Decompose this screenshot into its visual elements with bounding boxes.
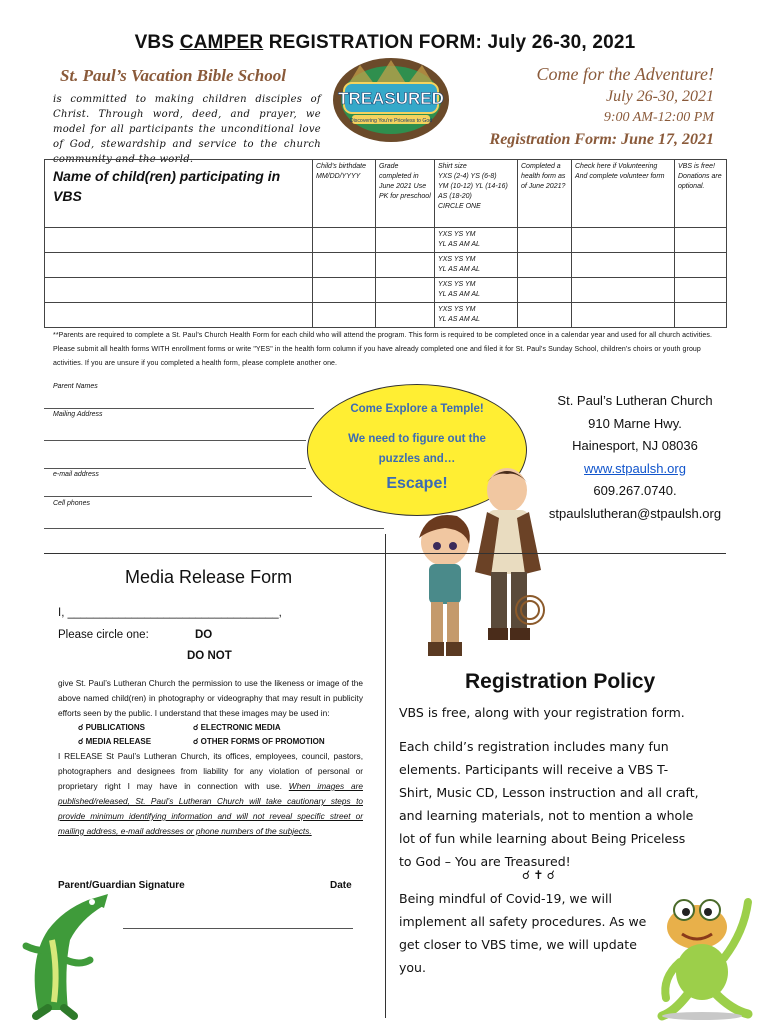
grade-input[interactable]	[376, 278, 435, 303]
child-name-input[interactable]	[45, 253, 313, 278]
do-option[interactable]: DO	[195, 629, 213, 641]
health-form-input[interactable]	[518, 303, 572, 328]
volunteer-checkbox[interactable]	[572, 228, 675, 253]
volunteer-header: Check here if Volunteering And complete volunteer form	[572, 160, 675, 228]
cell-phones-label: Cell phones	[53, 500, 90, 507]
fleuron-icon: ☌	[78, 723, 86, 732]
health-form-note: **Parents are required to complete a St. Paul’s Church Health Form for each child who will attend the program. This form is required to be completed once in a calendar year and used for all church activities. Please submit all health forms WITH enrollment forms or write "YES" in the health form column if you have already completed one and filed it for St. Paul’s Sunday School, children’s choirs or youth group activities. If you are unsure if you completed a health form, please complete another one.	[53, 332, 713, 367]
church-email: stpaulslutheran@stpaulsh.org	[548, 505, 722, 521]
alligator-illustration	[8, 890, 118, 1020]
church-contact	[535, 390, 735, 525]
grade-input[interactable]	[376, 303, 435, 328]
shirt-size-header	[435, 160, 518, 228]
church-name: St. Paul’s Lutheran Church	[557, 393, 713, 408]
birthdate-header: Child's birthdate MM/DD/YYYY	[313, 160, 376, 228]
fleuron-icon: ☌	[193, 737, 201, 746]
fleuron-icon: ☌	[78, 737, 86, 746]
form-title: VBS CAMPER REGISTRATION FORM: July 26-30, 2021	[134, 32, 636, 53]
church-street: 910 Marne Hwy.	[588, 415, 682, 431]
media-options: ☌ PUBLICATIONS ☌ ELECTRONIC MEDIA	[78, 723, 281, 732]
birthdate-input[interactable]	[313, 303, 376, 328]
signature-line[interactable]	[123, 928, 353, 929]
school-name: St. Paul’s Vacation Bible School	[60, 66, 286, 85]
donation-input[interactable]	[675, 303, 727, 328]
fleuron-icon: ☌	[193, 723, 201, 732]
donation-input[interactable]	[675, 253, 727, 278]
child-name-header: Name of child(ren) participating in VBS	[45, 160, 313, 228]
vbs-time: 9:00 AM-12:00 PM	[603, 110, 714, 125]
birthdate-input[interactable]	[313, 253, 376, 278]
shirt-size-label: Shirt size	[438, 163, 467, 170]
health-form-header: Completed a health form as of June 2021?	[518, 160, 572, 228]
church-city: Hainesport, NJ 08036	[572, 438, 698, 453]
policy-free-text: VBS is free, along with your registration form.	[399, 705, 685, 720]
bubble-line-1: Come Explore a Temple!	[350, 403, 484, 415]
grade-header: Grade completed in June 2021 Use PK for preschool	[376, 160, 435, 228]
adventure-tagline: Come for the Adventure!	[536, 64, 714, 84]
birthdate-input[interactable]	[313, 228, 376, 253]
shirt-size-line: CIRCLE ONE	[438, 203, 481, 210]
shirt-size-line: YXS (2-4) YS (6-8)	[438, 173, 497, 180]
policy-title: Registration Policy	[465, 670, 656, 693]
mailing-address-line-2[interactable]	[44, 468, 306, 469]
donation-input[interactable]	[675, 278, 727, 303]
shirt-size-line: YM (10-12) YL (14-16)	[438, 183, 508, 190]
circle-instruction: Please circle one:	[58, 629, 149, 641]
child-name-input[interactable]	[45, 228, 313, 253]
cross-ornament: ☌ ✝ ☌	[522, 868, 555, 882]
email-label: e-mail address	[53, 471, 99, 478]
media-name-line[interactable]: I, _________________________________,	[58, 607, 282, 619]
grade-input[interactable]	[376, 253, 435, 278]
mission-statement: is committed to making children disciples of Christ. Through word, deed, and prayer, we model for all participants the unconditional love of God, stewardship and service to the church community and the world.	[53, 94, 321, 165]
child-name-input[interactable]	[45, 303, 313, 328]
media-release-title: Media Release Form	[125, 567, 293, 587]
registration-table	[44, 159, 727, 328]
donation-input[interactable]	[675, 228, 727, 253]
health-form-input[interactable]	[518, 228, 572, 253]
bubble-line-3: Escape!	[386, 475, 448, 492]
vbs-dates: July 26-30, 2021	[606, 88, 714, 105]
birthdate-input[interactable]	[313, 278, 376, 303]
grade-input[interactable]	[376, 228, 435, 253]
church-phone: 609.267.0740.	[593, 483, 677, 498]
registration-deadline: Registration Form: June 17, 2021	[489, 131, 714, 148]
frog-illustration	[652, 882, 762, 1022]
email-line[interactable]	[44, 496, 312, 497]
parent-names-label: Parent Names	[53, 383, 98, 390]
shirt-size-options[interactable]: YXS YS YM YL AS AM AL	[435, 278, 518, 303]
health-form-input[interactable]	[518, 253, 572, 278]
shirt-size-options[interactable]: YXS YS YM YL AS AM AL	[435, 228, 518, 253]
vbs-free-label: VBS is free!	[678, 163, 715, 170]
mailing-address-line[interactable]	[44, 440, 306, 441]
media-options: ☌ MEDIA RELEASE ☌ OTHER FORMS OF PROMOTION	[78, 737, 325, 746]
donation-header	[675, 160, 727, 228]
volunteer-checkbox[interactable]	[572, 303, 675, 328]
logo-wordmark: TREASURED	[338, 89, 444, 108]
do-not-option[interactable]: DO NOT	[187, 650, 232, 662]
covid-note: Being mindful of Covid-19, we will implement all safety procedures. As we get closer to VBS time, we will update you.	[399, 891, 647, 975]
health-form-input[interactable]	[518, 278, 572, 303]
cell-phones-line[interactable]	[44, 528, 384, 529]
volunteer-checkbox[interactable]	[572, 253, 675, 278]
shirt-size-options[interactable]: YXS YS YM YL AS AM AL	[435, 253, 518, 278]
adventurer-characters-illustration	[395, 460, 560, 670]
date-label: Date	[330, 880, 352, 891]
church-website-link[interactable]: www.stpaulsh.org	[584, 460, 686, 476]
parent-names-line[interactable]	[44, 408, 314, 409]
logo-tagline: Discovering You're Priceless to God	[349, 118, 433, 124]
donations-label: Donations are optional.	[678, 173, 722, 190]
bubble-line-2: We need to figure out the puzzles and…	[348, 433, 486, 465]
section-divider-vertical	[385, 534, 386, 1018]
child-name-input[interactable]	[45, 278, 313, 303]
policy-description: Each child’s registration includes many fun elements. Participants will receive a VBS T-Shirt, Music CD, Lesson instruction and all craft, and learning materials, not to mention a whole lot of fun while learning about Being Priceless to God – You are Treasured!	[399, 739, 699, 869]
liability-release-text: I RELEASE St Paul’s Lutheran Church, its offices, employees, council, pastors, photographers and designees from liability for any violation of personal or proprietary right I may have in connection with use. When images are published/released, St. Paul’s Lutheran Church will take cautionary steps to provide minimum identifying information and will not reveal specific street or mailing address, e-mail addresses or phone numbers of the subjects.	[58, 751, 363, 836]
media-release-body	[58, 676, 363, 839]
shirt-size-line: AS (18-20)	[438, 193, 472, 200]
volunteer-checkbox[interactable]	[572, 278, 675, 303]
treasured-logo	[330, 55, 452, 145]
permission-text: give St. Paul’s Lutheran Church the permission to use the likeness or image of the above named child(ren) in photography or videography that may result in publicity efforts seen by the public. I understand that these images may be used in:	[58, 678, 363, 718]
shirt-size-options[interactable]: YXS YS YM YL AS AM AL	[435, 303, 518, 328]
mailing-address-label: Mailing Address	[53, 411, 103, 418]
signature-label: Parent/Guardian Signature	[58, 880, 185, 891]
